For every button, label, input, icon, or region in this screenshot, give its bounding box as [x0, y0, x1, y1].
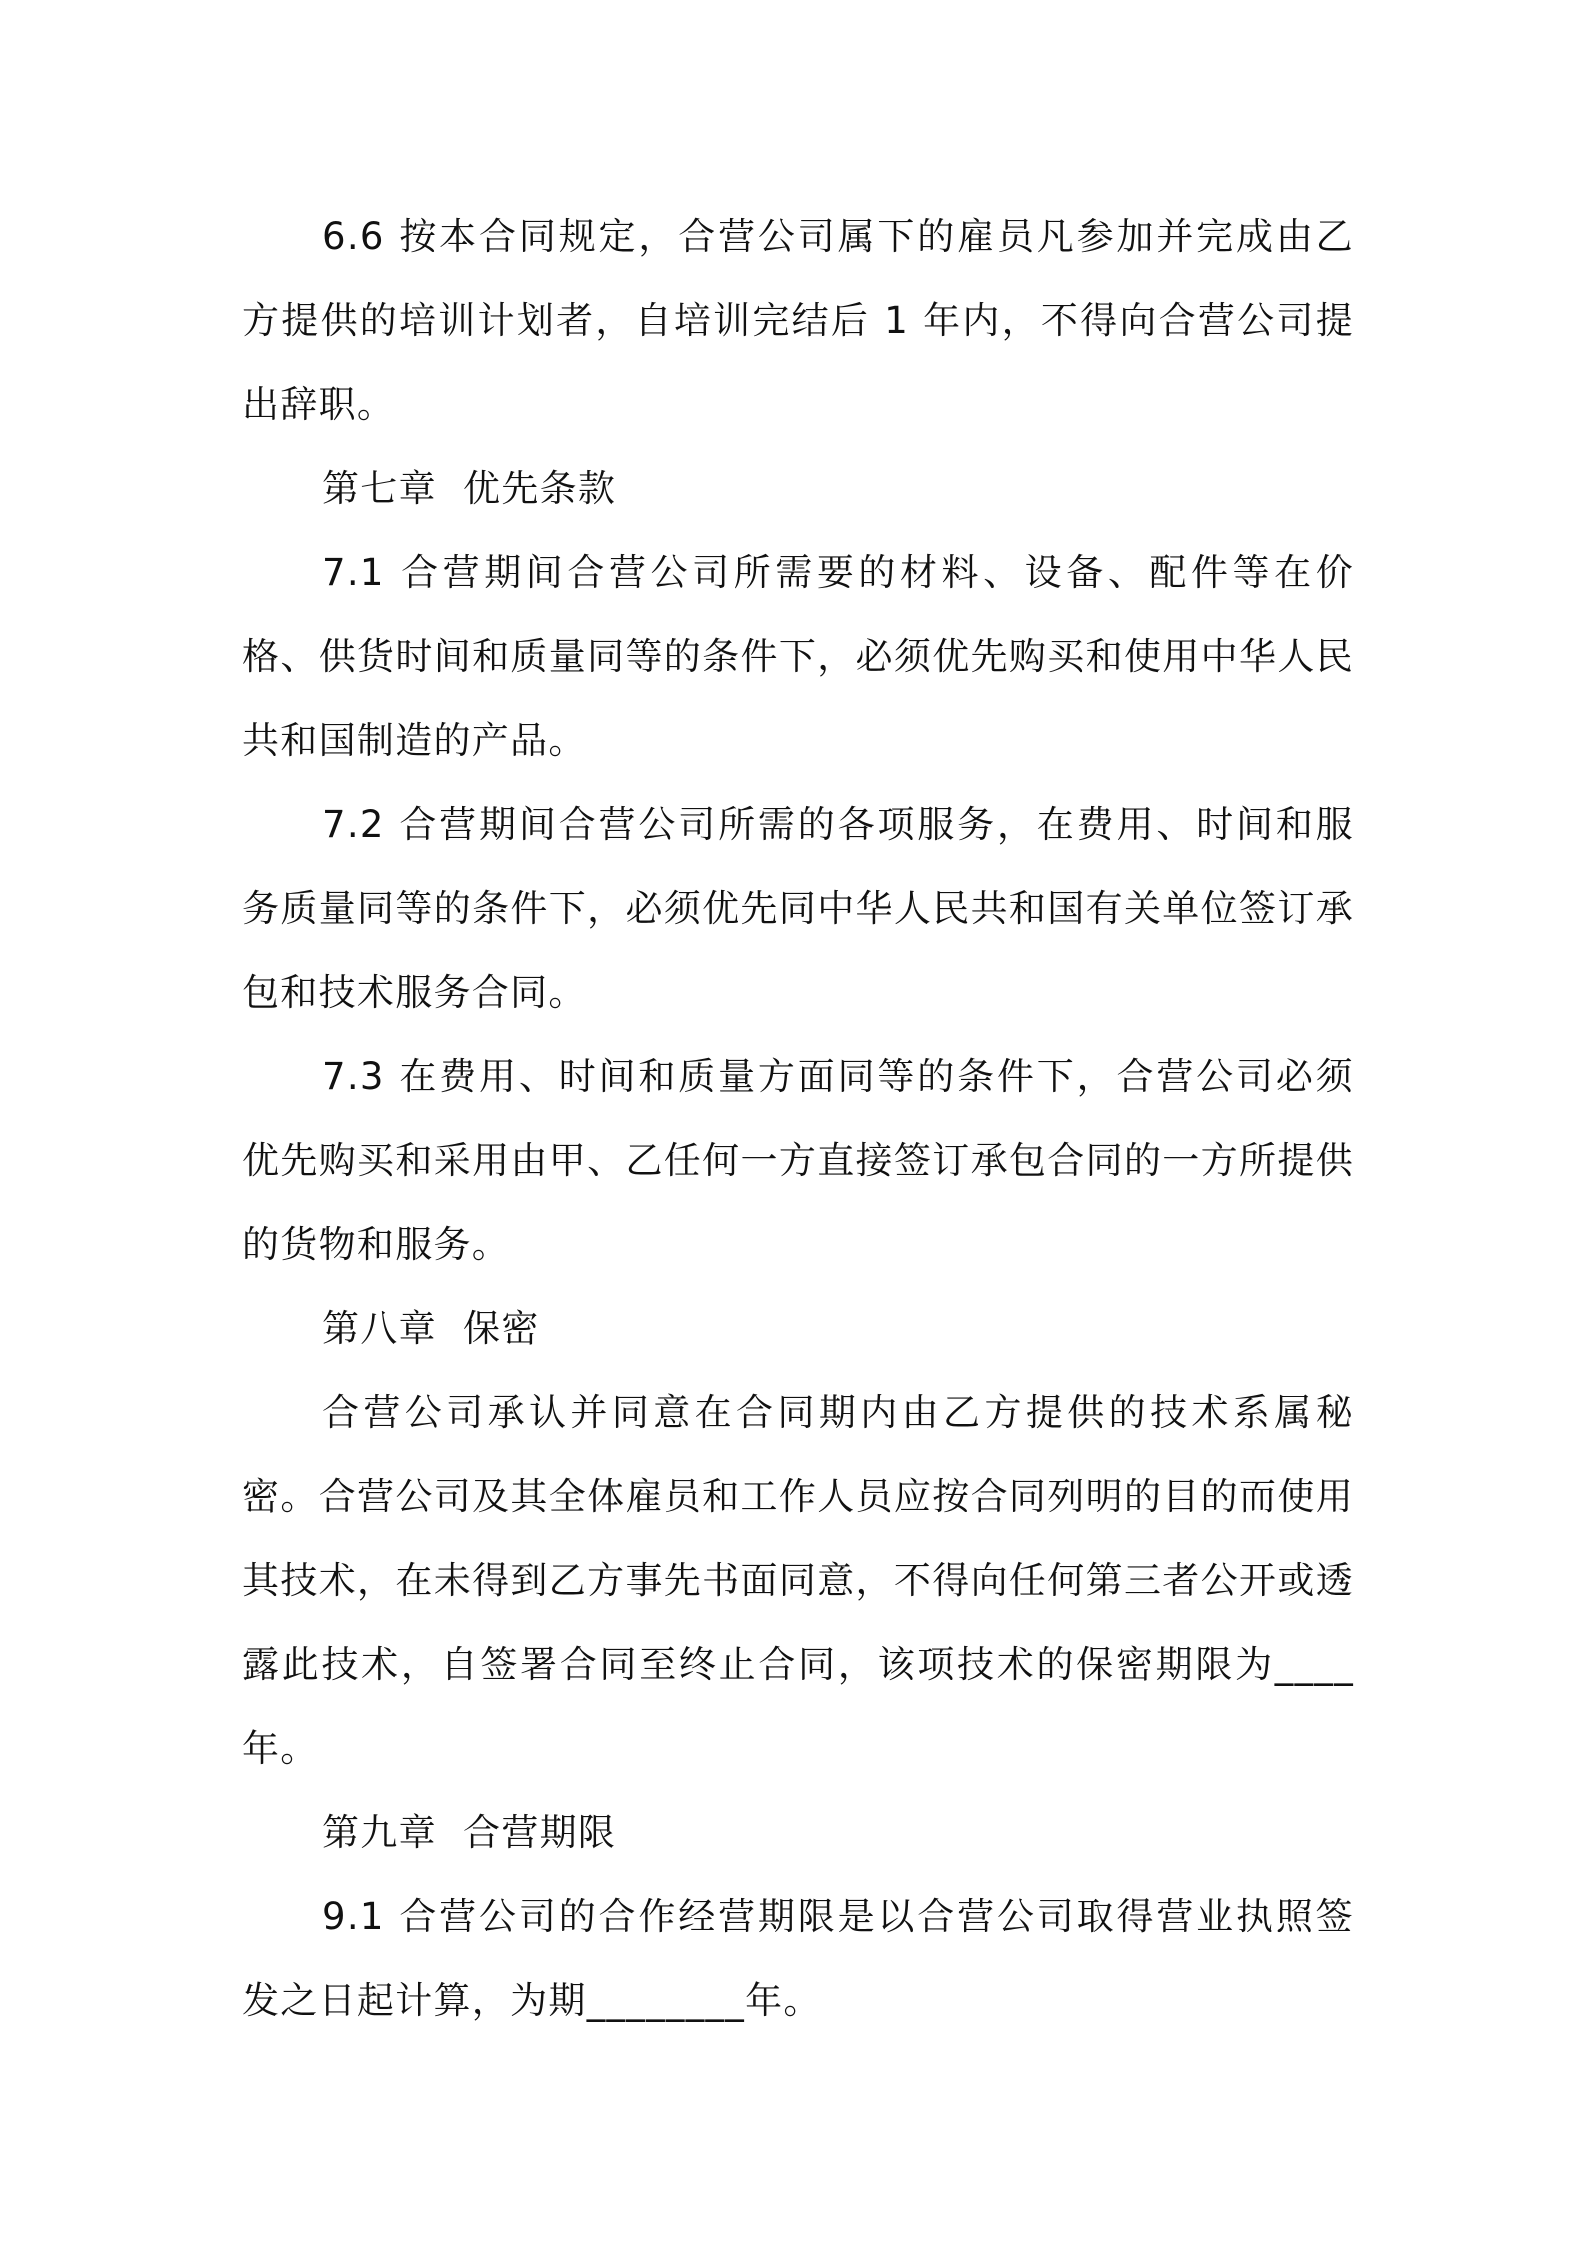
clause-6-6: 6.6 按本合同规定，合营公司属下的雇员凡参加并完成由乙方提供的培训计划者，自培训完结后 1 年内，不得向合营公司提出辞职。: [242, 215, 1354, 426]
chapter-9-heading: 第九章 合营期限: [322, 1811, 617, 1854]
clause-7-1: 7.1 合营期间合营公司所需要的材料、设备、配件等在价格、供货时间和质量同等的条件下，必须优先购买和使用中华人民共和国制造的产品。: [242, 551, 1354, 762]
chapter-8-heading: 第八章 保密: [322, 1307, 540, 1350]
document-body: [242, 195, 1354, 2043]
clause-7-3: 7.3 在费用、时间和质量方面同等的条件下，合营公司必须优先购买和采用由甲、乙任何一方直接签订承包合同的一方所提供的货物和服务。: [242, 1055, 1354, 1266]
clause-7-2: 7.2 合营期间合营公司所需的各项服务，在费用、时间和服务质量同等的条件下，必须优先同中华人民共和国有关单位签订承包和技术服务合同。: [242, 803, 1354, 1014]
confidentiality-paragraph: 合营公司承认并同意在合同期内由乙方提供的技术系属秘密。合营公司及其全体雇员和工作人员应按合同列明的目的而使用其技术，在未得到乙方事先书面同意，不得向任何第三者公开或透露此技术，自签署合同至终止合同，该项技术的保密期限为____年。: [242, 1391, 1354, 1770]
chapter-7-heading: 第七章 优先条款: [322, 467, 617, 510]
clause-9-1: 9.1 合营公司的合作经营期限是以合营公司取得营业执照签发之日起计算，为期________年。: [242, 1895, 1354, 2022]
